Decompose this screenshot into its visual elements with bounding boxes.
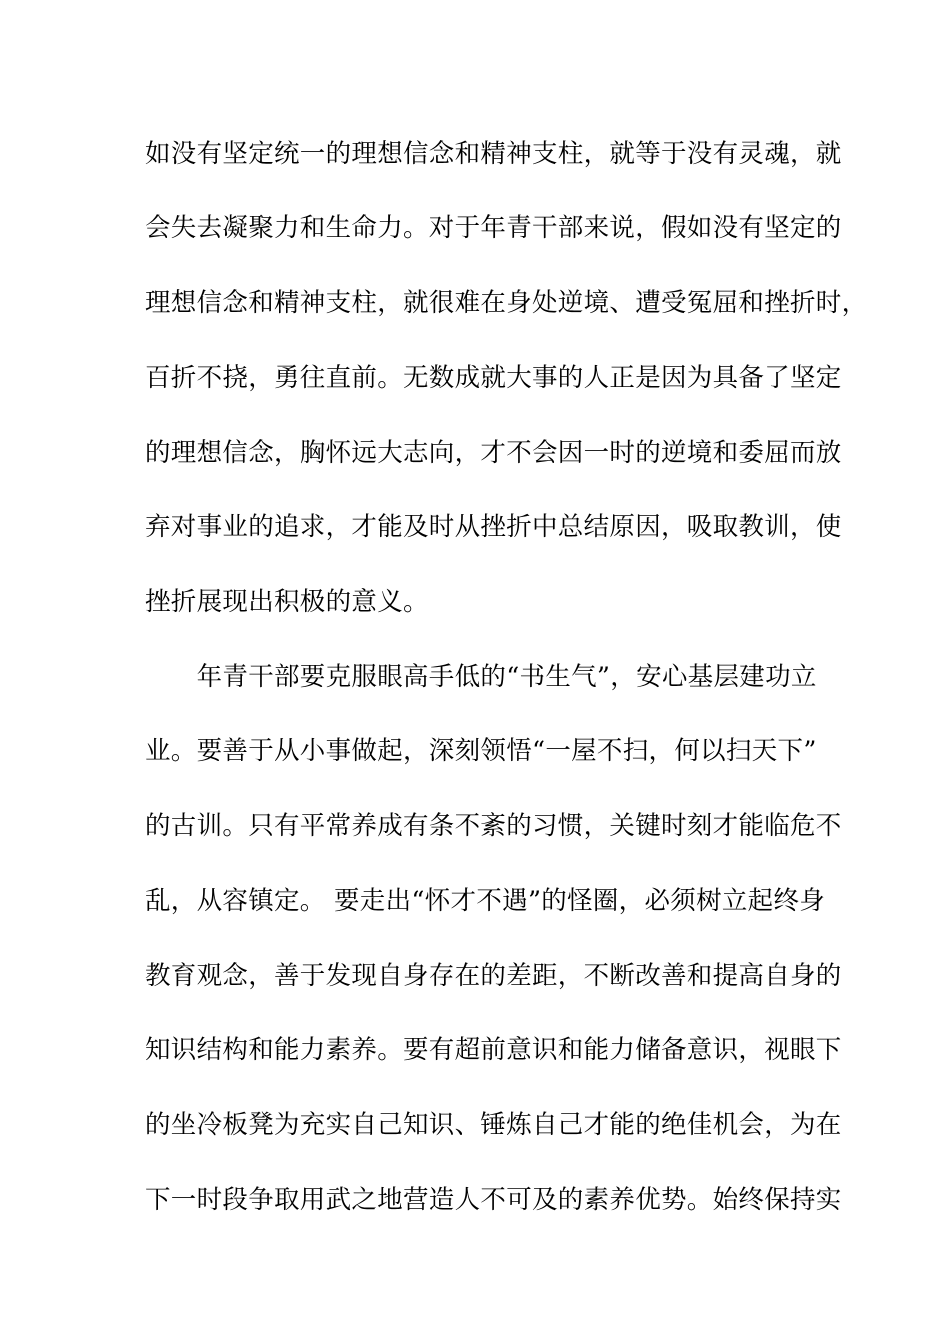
text-line: 业。要善于从小事做起，深刻领悟“一屋不扫，何以扫天下” (145, 736, 817, 766)
text-line: 挫折展现出积极的意义。 (145, 587, 429, 617)
text-line: 理想信念和精神支柱，就很难在身处逆境、遭受冤屈和挫折时， (145, 288, 868, 318)
text-line: 弃对事业的追求，才能及时从挫折中总结原因，吸取教训，使 (145, 512, 842, 542)
text-line: 会失去凝聚力和生命力。对于年青干部来说，假如没有坚定的 (145, 213, 842, 243)
paragraph-start-line: 年青干部要克服眼高手低的“书生气”，安心基层建功立 (145, 662, 817, 692)
text-line: 下一时段争取用武之地营造人不可及的素养优势。始终保持实 (145, 1185, 842, 1215)
text-line: 知识结构和能力素养。要有超前意识和能力储备意识，视眼下 (145, 1035, 842, 1065)
text-line: 教育观念，善于发现自身存在的差距，不断改善和提高自身的 (145, 961, 842, 991)
text-line: 的坐冷板凳为充实自己知识、锤炼自己才能的绝佳机会，为在 (145, 1110, 842, 1140)
text-line: 的古训。只有平常养成有条不紊的习惯，关键时刻才能临危不 (145, 811, 842, 841)
text-line: 百折不挠，勇往直前。无数成就大事的人正是因为具备了坚定 (145, 363, 842, 393)
text-line: 如没有坚定统一的理想信念和精神支柱，就等于没有灵魂，就 (145, 139, 842, 169)
text-line: 乱，从容镇定。 要走出“怀才不遇”的怪圈，必须树立起终身 (145, 886, 826, 916)
text-line: 的理想信念，胸怀远大志向，才不会因一时的逆境和委屈而放 (145, 438, 842, 468)
